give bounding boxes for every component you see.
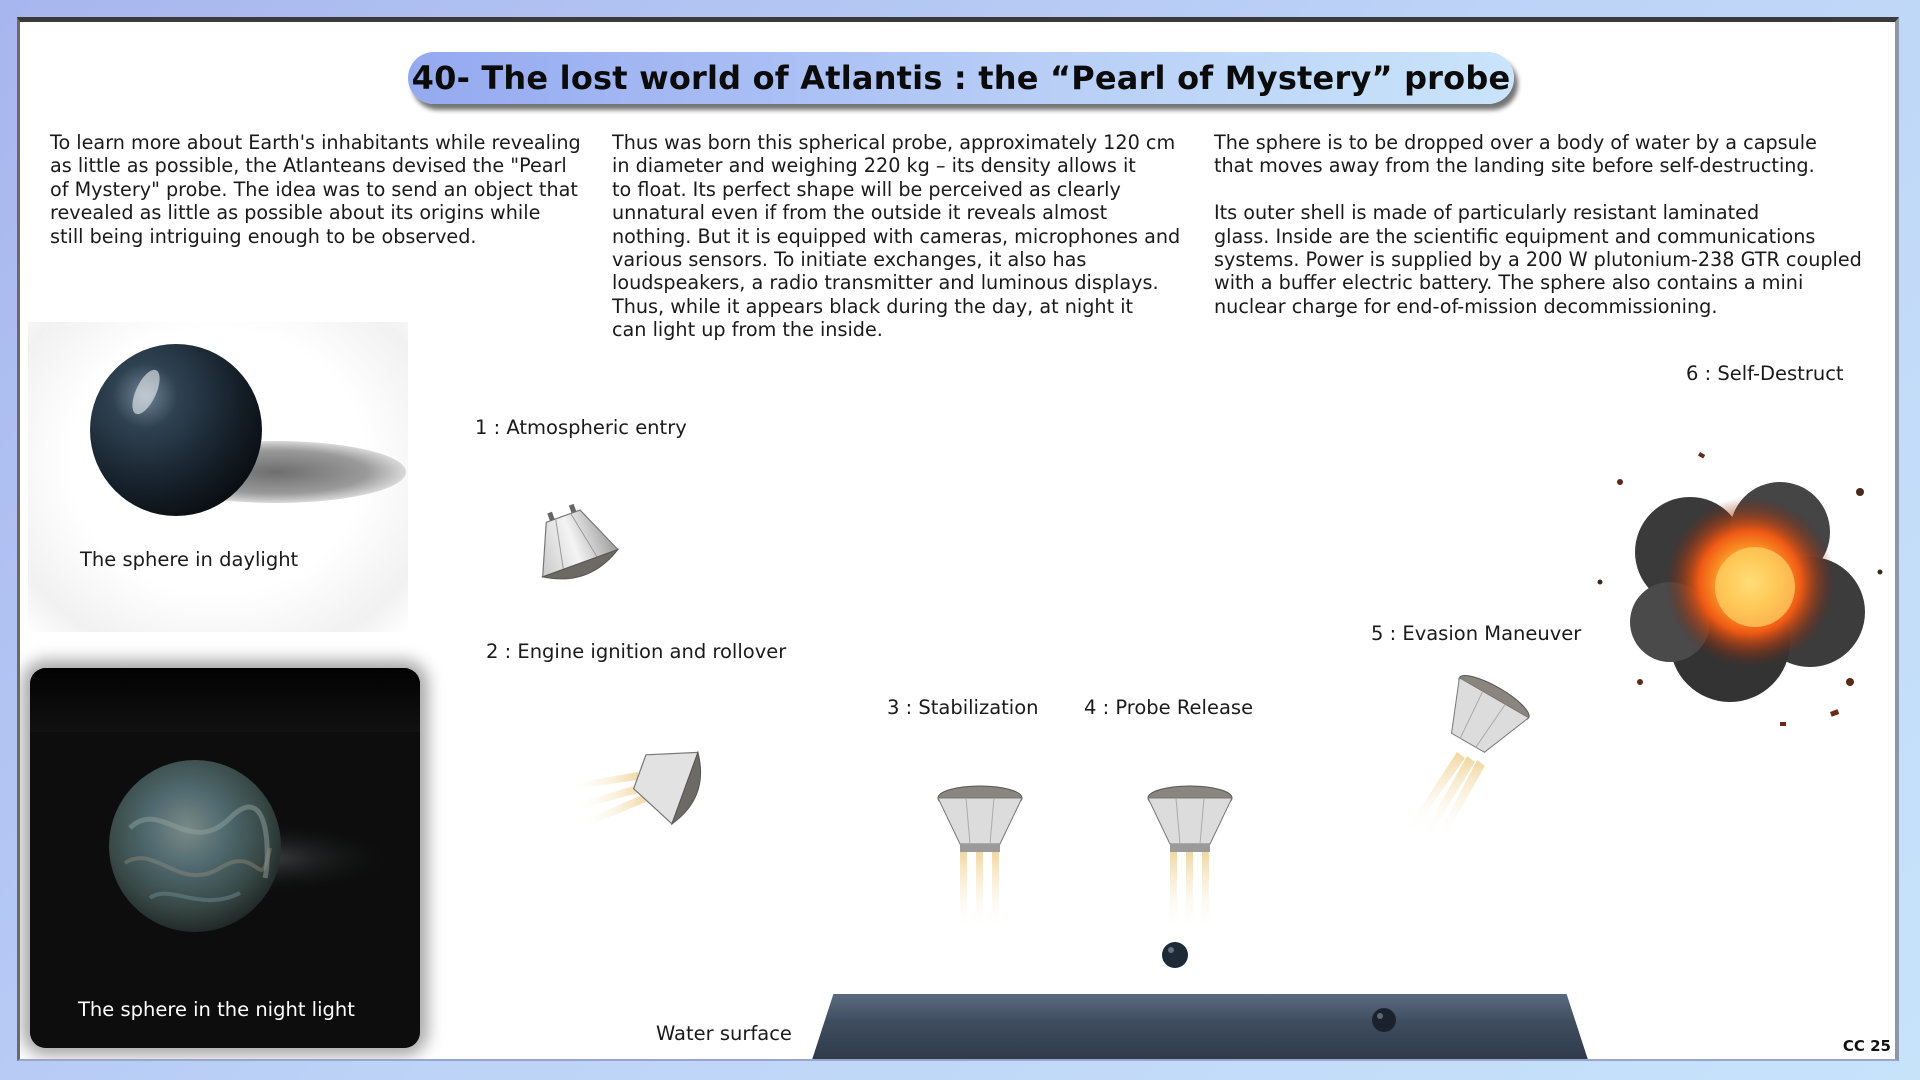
- probe-sphere-floating-icon: [1370, 1006, 1398, 1034]
- sphere-daylight-image: [28, 322, 408, 632]
- probe-sphere-falling-icon: [1160, 940, 1190, 970]
- sphere-night-image: [30, 668, 420, 1048]
- title-banner: [408, 52, 1514, 104]
- daylight-panel: [28, 322, 408, 632]
- capsule-release-icon: [1140, 784, 1240, 934]
- capsule-rollover-icon: [568, 722, 718, 852]
- daylight-caption: The sphere in daylight: [80, 548, 299, 571]
- capsule-entry-icon: [525, 492, 635, 592]
- step-1-label: 1 : Atmospheric entry: [475, 416, 687, 439]
- description-paragraph: Thus was born this spherical probe, approximately 120 cm in diameter and weighing 220 kg – its density allows it to float. Its perfect shape will be perceived as clearly unnatural even if from the outside it reveals almost nothing. But it is equipped with cameras, microphones and various sensors. To initiate exchanges, it also has loudspeakers, a radio transmitter and luminous displays. Thus, while it appears black during the day, at night it can light up from the inside.: [612, 131, 1181, 342]
- water-surface-caption: Water surface: [656, 1022, 792, 1045]
- step-5-label: 5 : Evasion Maneuver: [1371, 622, 1582, 645]
- intro-paragraph: To learn more about Earth's inhabitants while revealing as little as possible, the Atlanteans devised the "Pearl of Mystery" probe. The idea was to send an object that revealed as little as possible about its origins while still being intriguing enough to be observed.: [50, 131, 581, 248]
- page-title: 40- The lost world of Atlantis : the “Pearl of Mystery” probe: [411, 59, 1511, 97]
- step-3-label: 3 : Stabilization: [887, 696, 1039, 719]
- night-caption: The sphere in the night light: [78, 998, 355, 1021]
- page-tag: CC 25: [1842, 1037, 1891, 1055]
- mission-paragraph: The sphere is to be dropped over a body of water by a capsule that moves away from the landing site before self-destructing. Its outer shell is made of particularly resistant laminated glass. Inside are the scientific equipment and communications systems. Power is supplied by a 200 W plutonium-238 GTR coupled with a buffer electric battery. The sphere also contains a mini nuclear charge for end-of-mission decommissioning.: [1214, 131, 1862, 318]
- step-4-label: 4 : Probe Release: [1084, 696, 1254, 719]
- capsule-evasion-icon: [1395, 682, 1535, 842]
- step-6-label: 6 : Self-Destruct: [1686, 362, 1844, 385]
- slide: [17, 17, 1899, 1061]
- night-panel: [30, 668, 420, 1048]
- capsule-stabilization-icon: [930, 784, 1030, 934]
- step-2-label: 2 : Engine ignition and rollover: [486, 640, 787, 663]
- explosion-icon: [1580, 422, 1899, 742]
- water-surface-image: [810, 994, 1590, 1061]
